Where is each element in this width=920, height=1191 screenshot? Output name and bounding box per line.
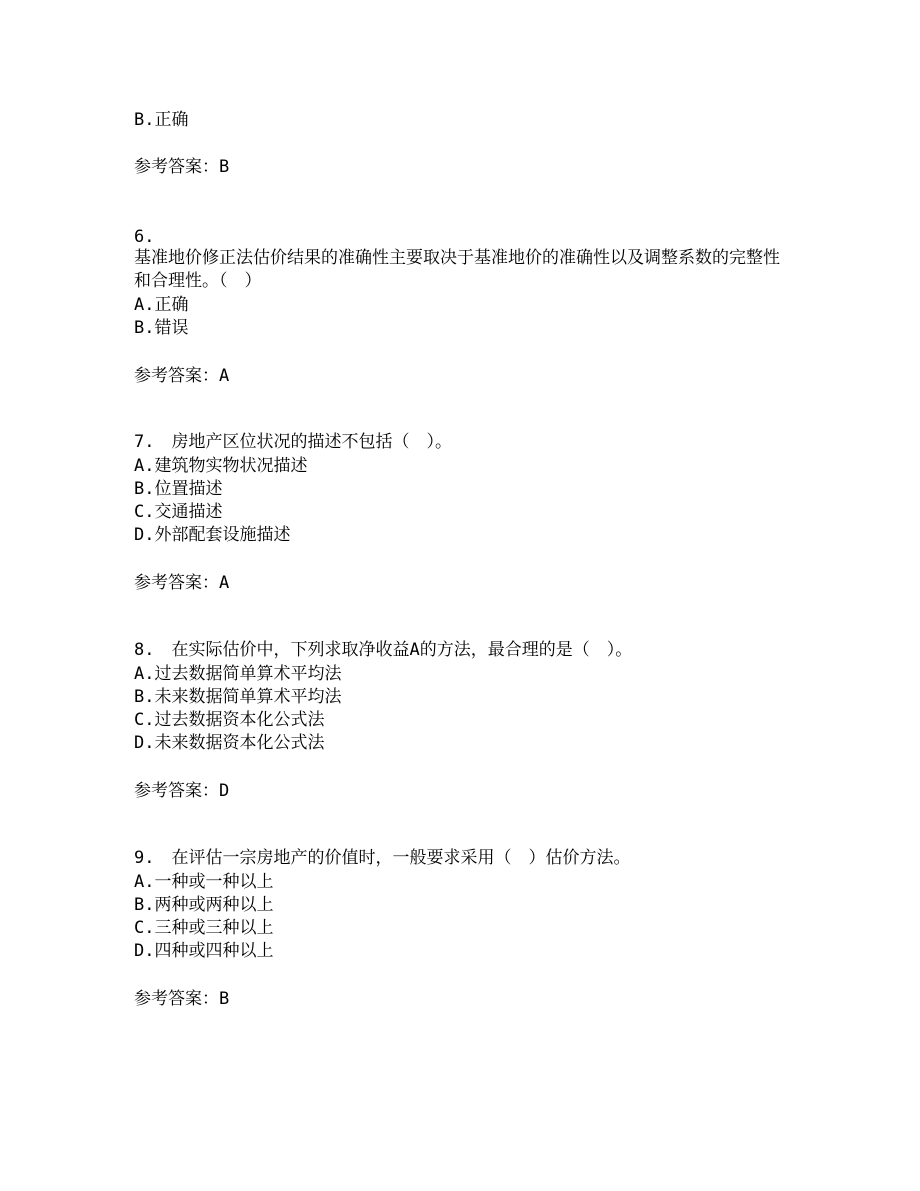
question-stem: 7. 房地产区位状况的描述不包括（ ）。 xyxy=(134,432,452,452)
answer-line: 参考答案：B xyxy=(134,989,230,1009)
option-b: B.两种或两种以上 xyxy=(134,895,274,915)
question-stem: 9. 在评估一宗房地产的价值时，一般要求采用（ ）估价方法。 xyxy=(134,848,631,868)
option-a: A.过去数据简单算术平均法 xyxy=(134,664,342,684)
option-d: D.四种或四种以上 xyxy=(134,941,274,961)
option-d: D.未来数据资本化公式法 xyxy=(134,733,325,753)
option-c: C.交通描述 xyxy=(134,502,223,522)
option-d: D.外部配套设施描述 xyxy=(134,525,291,545)
option-c: C.三种或三种以上 xyxy=(134,918,274,938)
option-b: B.未来数据简单算术平均法 xyxy=(134,687,342,707)
question-stem: 基准地价修正法估价结果的准确性主要取决于基准地价的准确性以及调整系数的完整性和合理性。（ ） xyxy=(134,248,780,291)
option-b: B.错误 xyxy=(134,318,189,338)
answer-line: 参考答案：A xyxy=(134,366,230,386)
option-a: A.一种或一种以上 xyxy=(134,872,274,892)
answer-line: 参考答案：A xyxy=(134,573,230,593)
option-b: B.位置描述 xyxy=(134,479,223,499)
option-a: A.建筑物实物状况描述 xyxy=(134,456,308,476)
option-b: B.正确 xyxy=(134,110,189,130)
question-stem: 8. 在实际估价中，下列求取净收益A的方法，最合理的是（ ）。 xyxy=(134,640,633,660)
answer-line: 参考答案：D xyxy=(134,781,230,801)
option-a: A.正确 xyxy=(134,295,189,315)
answer-line: 参考答案：B xyxy=(134,157,230,177)
option-c: C.过去数据资本化公式法 xyxy=(134,710,325,730)
question-number: 6. xyxy=(134,227,155,247)
